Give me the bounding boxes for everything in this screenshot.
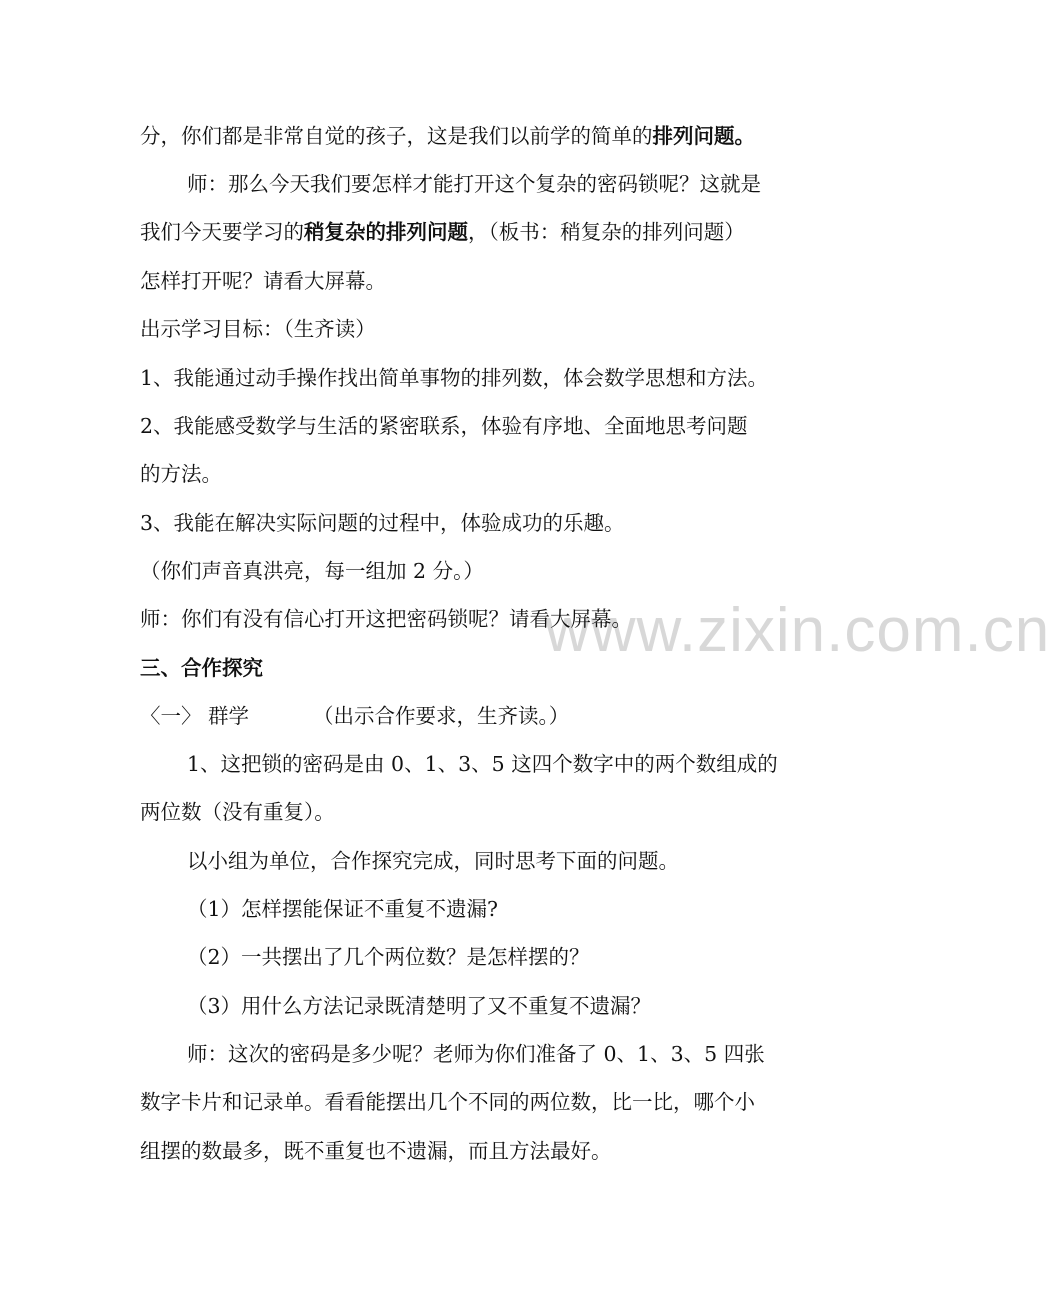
text-line: 两位数（没有重复）。 <box>140 800 335 824</box>
text-line: 师：这次的密码是多少呢？老师为你们准备了 0、1、3、5 四张 <box>187 1042 765 1066</box>
bold-term: 稍复杂的排列问题 <box>304 220 468 244</box>
text-span: ，（板书：稍复杂的排列问题） <box>468 220 745 244</box>
text-line: 的方法。 <box>140 462 222 486</box>
text-line: 以小组为单位，合作探究完成，同时思考下面的问题。 <box>187 849 679 873</box>
bold-term: 排列问题。 <box>652 124 755 148</box>
text-line: （1）怎样摆能保证不重复不遗漏? <box>187 897 499 921</box>
text-line: （你们声音真洪亮，每一组加 2 分。） <box>140 559 484 583</box>
text-line: 3、我能在解决实际问题的过程中，体验成功的乐趣。 <box>140 511 625 535</box>
text-line: 出示学习目标：（生齐读） <box>140 317 376 341</box>
text-span: （出示合作要求，生齐读。） <box>313 704 570 728</box>
text-line: 1、这把锁的密码是由 0、1、3、5 这四个数字中的两个数组成的 <box>187 752 778 776</box>
text-line: 怎样打开呢？请看大屏幕。 <box>140 269 386 293</box>
text-line: 数字卡片和记录单。看看能摆出几个不同的两位数，比一比，哪个小 <box>140 1090 755 1114</box>
text-line: 1、我能通过动手操作找出简单事物的排列数，体会数学思想和方法。 <box>140 366 769 390</box>
text-line: 师：那么今天我们要怎样才能打开这个复杂的密码锁呢？这就是 <box>187 172 761 196</box>
text-line <box>140 222 745 243</box>
text-line: 2、我能感受数学与生活的紧密联系，体验有序地、全面地思考问题 <box>140 414 748 438</box>
text-line: （2）一共摆出了几个两位数？是怎样摆的？ <box>187 945 590 969</box>
watermark: www.zixin.com.cn <box>545 596 1050 665</box>
text-span: 我们今天要学习的 <box>140 220 304 244</box>
text-line: 师：你们有没有信心打开这把密码锁呢？请看大屏幕。 <box>140 607 632 631</box>
text-line: 组摆的数最多，既不重复也不遗漏，而且方法最好。 <box>140 1139 612 1163</box>
text-line <box>140 126 755 147</box>
text-line <box>140 706 569 727</box>
text-line: （3）用什么方法记录既清楚明了又不重复不遗漏？ <box>187 994 652 1018</box>
text-span: 分，你们都是非常自觉的孩子，这是我们以前学的简单的 <box>140 124 653 148</box>
section-heading: 三、合作探究 <box>140 656 263 680</box>
text-span: 〈一〉 群学 <box>140 704 250 728</box>
